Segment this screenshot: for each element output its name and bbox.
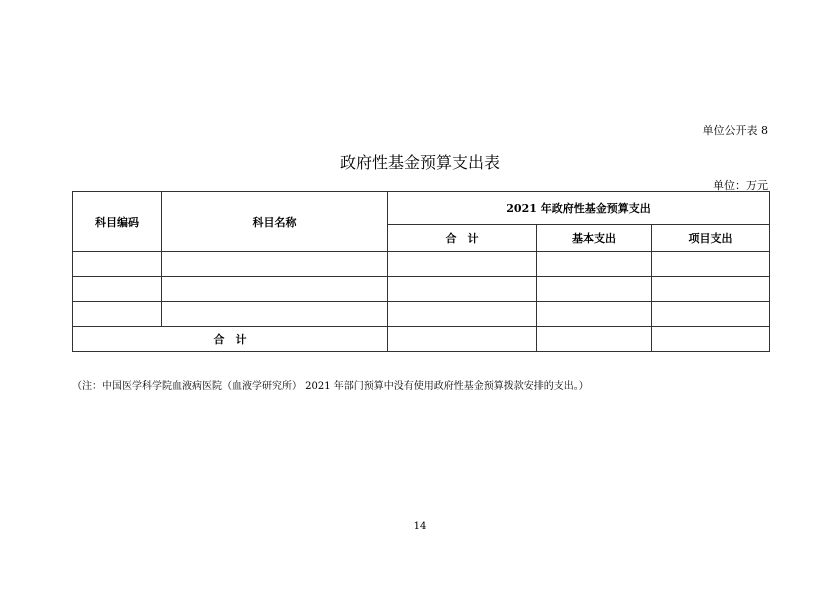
column-header-project: 项目支出 <box>652 225 770 252</box>
table-cell <box>652 252 770 277</box>
table-row <box>73 252 770 277</box>
table-cell <box>73 277 162 302</box>
total-cell-project <box>652 327 770 352</box>
column-header-total: 合 计 <box>388 225 537 252</box>
total-cell-basic <box>537 327 652 352</box>
page-number: 14 <box>413 521 427 532</box>
column-group-header: 2021 年政府性基金预算支出 <box>388 192 770 225</box>
table-cell <box>537 252 652 277</box>
column-header-name: 科目名称 <box>162 192 388 252</box>
table-cell <box>652 277 770 302</box>
footnote: （注：中国医学科学院血液病医院（血液学研究所） 2021 年部门预算中没有使用政府性基金预算拨款安排的支出。） <box>72 381 589 392</box>
table-row <box>73 302 770 327</box>
table-cell <box>73 302 162 327</box>
total-row <box>73 327 770 352</box>
table-cell <box>388 302 537 327</box>
table-cell <box>652 302 770 327</box>
table-cell <box>162 302 388 327</box>
page-title: 政府性基金预算支出表 <box>339 153 500 172</box>
table-cell <box>162 277 388 302</box>
table-cell <box>388 252 537 277</box>
total-label: 合 计 <box>73 327 388 352</box>
table-cell <box>73 252 162 277</box>
table-number-label: 单位公开表 8 <box>702 124 768 137</box>
budget-table <box>72 191 770 352</box>
table-cell <box>537 302 652 327</box>
total-cell-total <box>388 327 537 352</box>
column-header-basic: 基本支出 <box>537 225 652 252</box>
unit-label: 单位：万元 <box>713 179 768 192</box>
table-row <box>73 277 770 302</box>
header-row <box>73 192 770 225</box>
table-cell <box>388 277 537 302</box>
column-header-code: 科目编码 <box>73 192 162 252</box>
table-cell <box>537 277 652 302</box>
table-cell <box>162 252 388 277</box>
